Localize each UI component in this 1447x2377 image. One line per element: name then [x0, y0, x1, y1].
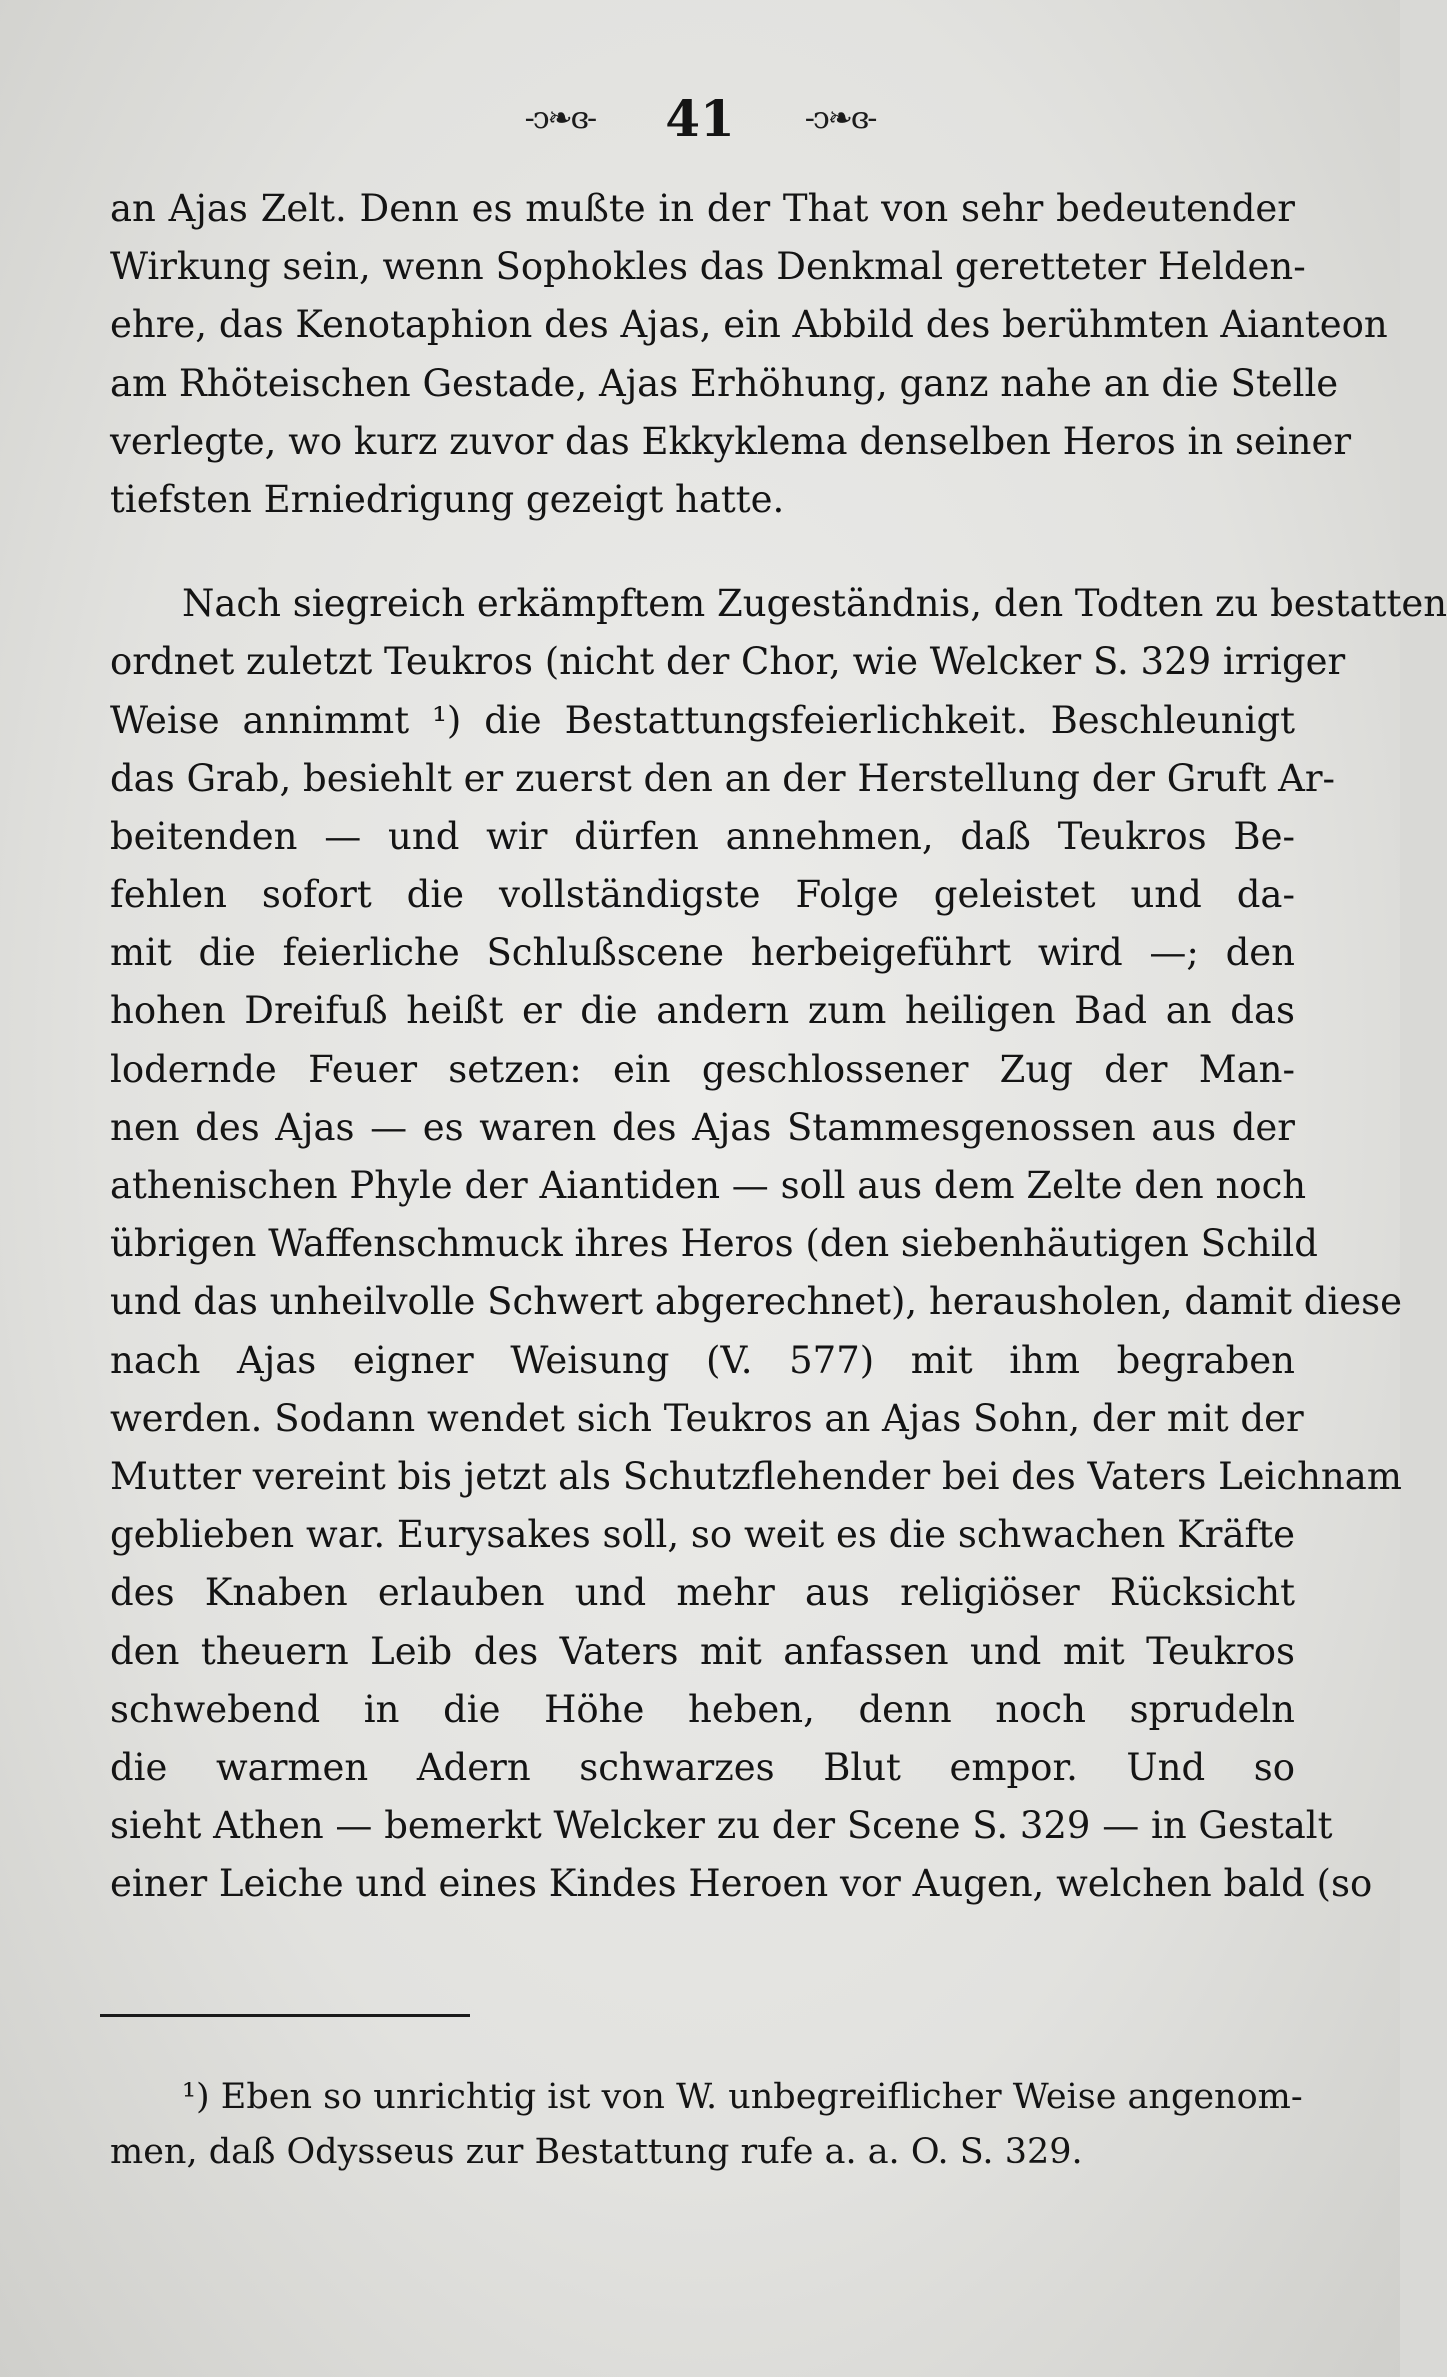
text-line: Wirkung sein, wenn Sophokles das Denkmal geretteter Helden-	[110, 245, 1306, 289]
text-line: geblieben war. Eurysakes soll, so weit es die schwachen Kräfte	[110, 1513, 1295, 1557]
text-line: sieht Athen — bemerkt Welcker zu der Scene S. 329 — in Gestalt	[110, 1804, 1333, 1848]
page-header	[0, 88, 1400, 148]
text-line: an Ajas Zelt. Denn es mußte in der That von sehr bedeutender	[110, 187, 1295, 230]
text-line: Mutter vereint bis jetzt als Schutzflehender bei des Vaters Leichnam	[110, 1454, 1402, 1498]
text-line: hohen Dreifuß heißt er die andern zum heiligen Bad an das	[110, 989, 1295, 1033]
text-line: nen des Ajas — es waren des Ajas Stammesgenossen aus der	[110, 1105, 1295, 1149]
text-line: übrigen Waffenschmuck ihres Heros (den siebenhäutigen Schild	[110, 1222, 1318, 1266]
main-text	[110, 180, 1447, 1913]
text-line: die warmen Adern schwarzes Blut empor. Und so	[110, 1745, 1295, 1789]
text-line: Weise annimmt ¹) die Bestattungsfeierlichkeit. Beschleunigt	[110, 698, 1295, 742]
page-number: 41	[665, 88, 735, 148]
text-line: des Knaben erlauben und mehr aus religiöser Rücksicht	[110, 1571, 1295, 1615]
text-line: ehre, das Kenotaphion des Ajas, ein Abbild des berühmten Aianteon	[110, 303, 1388, 347]
text-line: nach Ajas eigner Weisung (V. 577) mit ihm begraben	[110, 1338, 1295, 1382]
text-line: das Grab, besiehlt er zuerst den an der Herstellung der Gruft Ar-	[110, 756, 1336, 800]
text-line: schwebend in die Höhe heben, denn noch sprudeln	[110, 1687, 1295, 1731]
text-line: ordnet zuletzt Teukros (nicht der Chor, wie Welcker S. 329 irriger	[110, 640, 1346, 684]
text-line: beitenden — und wir dürfen annehmen, daß Teukros Be-	[110, 814, 1295, 858]
text-line: mit die feierliche Schlußscene herbeigeführt wird —; den	[110, 931, 1295, 975]
text-line: lodernde Feuer setzen: ein geschlossener Zug der Man-	[110, 1047, 1295, 1091]
text-line: Nach siegreich erkämpftem Zugeständnis, den Todten zu bestatten	[182, 582, 1447, 626]
text-line: tiefsten Erniedrigung gezeigt hatte.	[110, 477, 785, 521]
text-line: athenischen Phyle der Aiantiden — soll aus dem Zelte den noch	[110, 1164, 1307, 1207]
text-line: und das unheilvolle Schwert abgerechnet), herausholen, damit diese	[110, 1280, 1403, 1324]
text-line: am Rhöteischen Gestade, Ajas Erhöhung, ganz nahe an die Stelle	[110, 361, 1339, 405]
text-line: verlegte, wo kurz zuvor das Ekkyklema denselben Heros in seiner	[110, 419, 1352, 463]
paragraph-gap	[110, 529, 1295, 575]
left-ornament-icon: -ͻ❧ɞ-	[524, 100, 596, 136]
right-ornament-icon: -ͻ❧ɞ-	[804, 100, 876, 136]
text-line: werden. Sodann wendet sich Teukros an Ajas Sohn, der mit der	[110, 1396, 1304, 1440]
footnote-line: ¹) Eben so unrichtig ist von W. unbegreiflicher Weise angenom-	[182, 2077, 1303, 2117]
text-line: fehlen sofort die vollständigste Folge geleistet und da-	[110, 873, 1295, 917]
footnote-divider	[100, 2014, 470, 2017]
text-line: den theuern Leib des Vaters mit anfassen und mit Teukros	[110, 1629, 1295, 1673]
footnote	[110, 2070, 1303, 2180]
text-line: einer Leiche und eines Kindes Heroen vor Augen, welchen bald (so	[110, 1862, 1373, 1906]
footnote-line: men, daß Odysseus zur Bestattung rufe a. a. O. S. 329.	[110, 2132, 1083, 2172]
